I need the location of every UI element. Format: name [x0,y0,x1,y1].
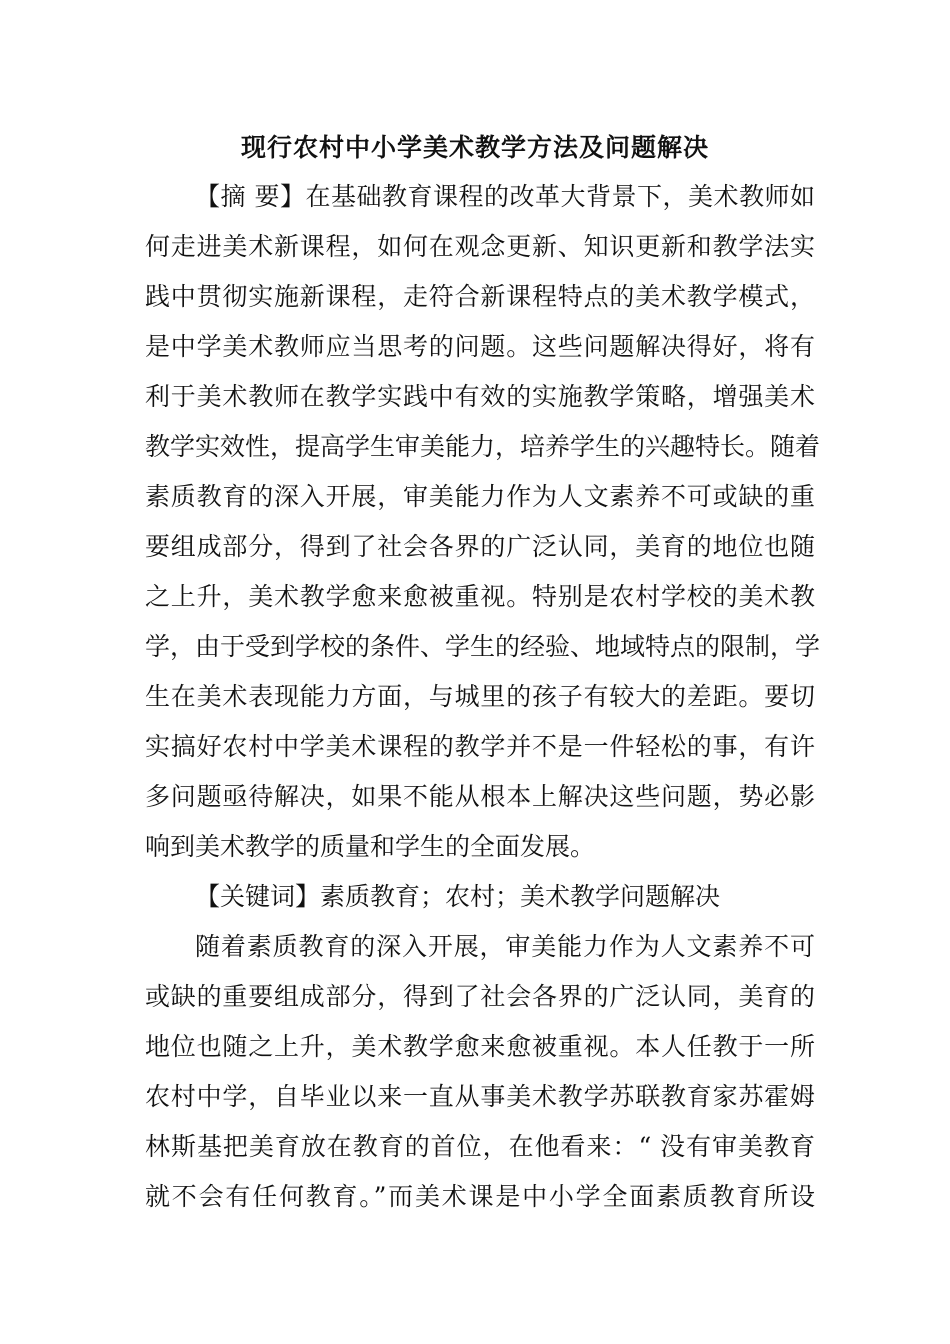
abstract-line: 教学实效性，提高学生审美能力，培养学生的兴趣特长。随着 [145,432,821,461]
abstract-line: 生在美术表现能力方面，与城里的孩子有较大的差距。要切 [145,682,815,711]
abstract-line: 实搞好农村中学美术课程的教学并不是一件轻松的事，有许 [145,732,815,761]
paragraph-line: 地位也随之上升，美术教学愈来愈被重视。本人任教于一所 [145,1032,815,1061]
abstract-line: 【摘 要】在基础教育课程的改革大背景下，美术教师如 [195,182,815,211]
abstract-line: 何走进美术新课程，如何在观念更新、知识更新和教学法实 [145,232,815,261]
paragraph-line: 就不会有任何教育。”而美术课是中小学全面素质教育所设 [145,1182,815,1211]
abstract-line: 是中学美术教师应当思考的问题。这些问题解决得好，将有 [145,332,815,361]
abstract-line: 利于美术教师在教学实践中有效的实施教学策略，增强美术 [145,382,815,411]
paragraph-line: 农村中学，自毕业以来一直从事美术教学苏联教育家苏霍姆 [145,1082,815,1111]
document-body [145,172,821,1222]
abstract-line: 响到美术教学的质量和学生的全面发展。 [145,832,596,861]
abstract-line: 之上升，美术教学愈来愈被重视。特别是农村学校的美术教 [145,582,815,611]
abstract-line: 多问题亟待解决，如果不能从根本上解决这些问题，势必影 [145,782,815,811]
abstract-line: 要组成部分，得到了社会各界的广泛认同，美育的地位也随 [145,532,815,561]
abstract-line: 践中贯彻实施新课程，走符合新课程特点的美术教学模式， [145,282,815,311]
paragraph-line: 林斯基把美育放在教育的首位，在他看来：“ 没有审美教育 [145,1132,815,1161]
keywords-line: 【关键词】素质教育；农村；美术教学问题解决 [195,882,721,911]
paragraph-line: 随着素质教育的深入开展，审美能力作为人文素养不可 [195,932,815,961]
paragraph-line: 或缺的重要组成部分，得到了社会各界的广泛认同，美育的 [145,982,815,1011]
abstract-line: 素质教育的深入开展，审美能力作为人文素养不可或缺的重 [145,482,815,511]
abstract-line: 学，由于受到学校的条件、学生的经验、地域特点的限制，学 [145,632,821,661]
document-title: 现行农村中小学美术教学方法及问题解决 [240,133,709,162]
